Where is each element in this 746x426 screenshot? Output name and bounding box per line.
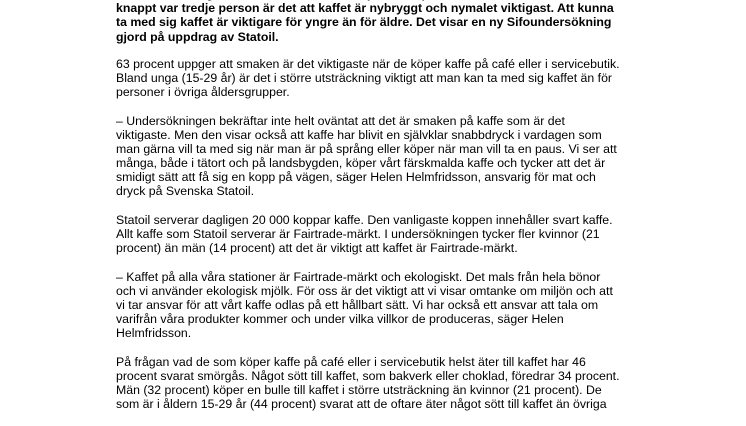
text-line: procent svarat smörgås. Något sött till kaffet, som bakverk eller choklad, föredrar 34 procent. [116, 368, 620, 383]
lead-line: knappt var tredje person är det att kaffet är nybryggt och nymalet viktigast. Att kunna [116, 1, 614, 16]
paragraph-food [116, 355, 636, 412]
text-line: personer i övriga åldersgrupper. [116, 85, 290, 100]
text-line: och vi använder ekologisk mjölk. För oss är det viktigt att vi visar omtanke om miljön och att [116, 283, 613, 298]
text-line: Helmfridsson. [116, 326, 192, 341]
text-line: På frågan vad de som köper kaffe på café eller i servicebutik helst äter till kaffet har 46 [116, 354, 586, 369]
document-body [116, 0, 636, 426]
paragraph-quote-2 [116, 270, 636, 341]
text-line: varifrån våra produkter kommer och under vilka villkor de produceras, säger Helen [116, 312, 564, 327]
text-line: man gärna vill ta med sig när man är på språng eller köper när man vill ta en paus. Vi ser att [116, 141, 617, 156]
text-line: 63 procent uppger att smaken är det viktigaste när de köper kaffe på café eller i servicebutik. [116, 56, 620, 71]
text-line: Bland unga (15-29 år) är det i större utsträckning viktigt att man kan ta med sig kaffet än för [116, 70, 613, 85]
text-line: många, både i tätort och på landsbygden, köper vårt färskmalda kaffe och tycker att det är [116, 156, 606, 171]
text-line: – Kaffet på alla våra stationer är Fairtrade-märkt och ekologiskt. Det mals från hela bönor [116, 269, 601, 284]
text-line: – Undersökningen bekräftar inte helt oväntat att det är smaken på kaffe som är det [116, 113, 565, 128]
lead-line: gjord på uppdrag av Statoil. [116, 29, 279, 44]
lead-line: ta med sig kaffet är viktigare för yngre än för äldre. Det visar en ny Sifoundersökning [116, 15, 612, 30]
paragraph-quote-1 [116, 114, 636, 199]
text-line: smidigt sätt att få sig en kopp på vägen, säger Helen Helmfridsson, ansvarig för mat och [116, 170, 596, 185]
text-line: som är i åldern 15-29 år (44 procent) svarat att de oftare äter något sött till kaffet än övriga [116, 397, 607, 412]
text-line: viktigaste. Men den visar också att kaffe har blivit en självklar snabbdryck i vardagen som [116, 127, 602, 142]
text-line: dryck på Svenska Statoil. [116, 184, 255, 199]
text-line: Män (32 procent) köper en bulle till kaffet i större utsträckning än kvinnor (21 procent). De [116, 383, 602, 398]
text-line: Statoil serverar dagligen 20 000 koppar kaffe. Den vanligaste koppen innehåller svart kaffe. [116, 212, 613, 227]
text-line: vi tar ansvar för att vårt kaffe odlas på ett hållbart sätt. Vi har också ett ansvar att tala om [116, 297, 599, 312]
text-line: Allt kaffe som Statoil serverar är Fairtrade-märkt. I undersökningen tycker fler kvinnor (21 [116, 227, 600, 241]
lead-paragraph [116, 0, 636, 44]
paragraph-statoil [116, 213, 636, 256]
paragraph-smaken [116, 57, 636, 100]
text-line: procent) än män (14 procent) att det är viktigt att kaffet är Fairtrade-märkt. [116, 241, 518, 256]
